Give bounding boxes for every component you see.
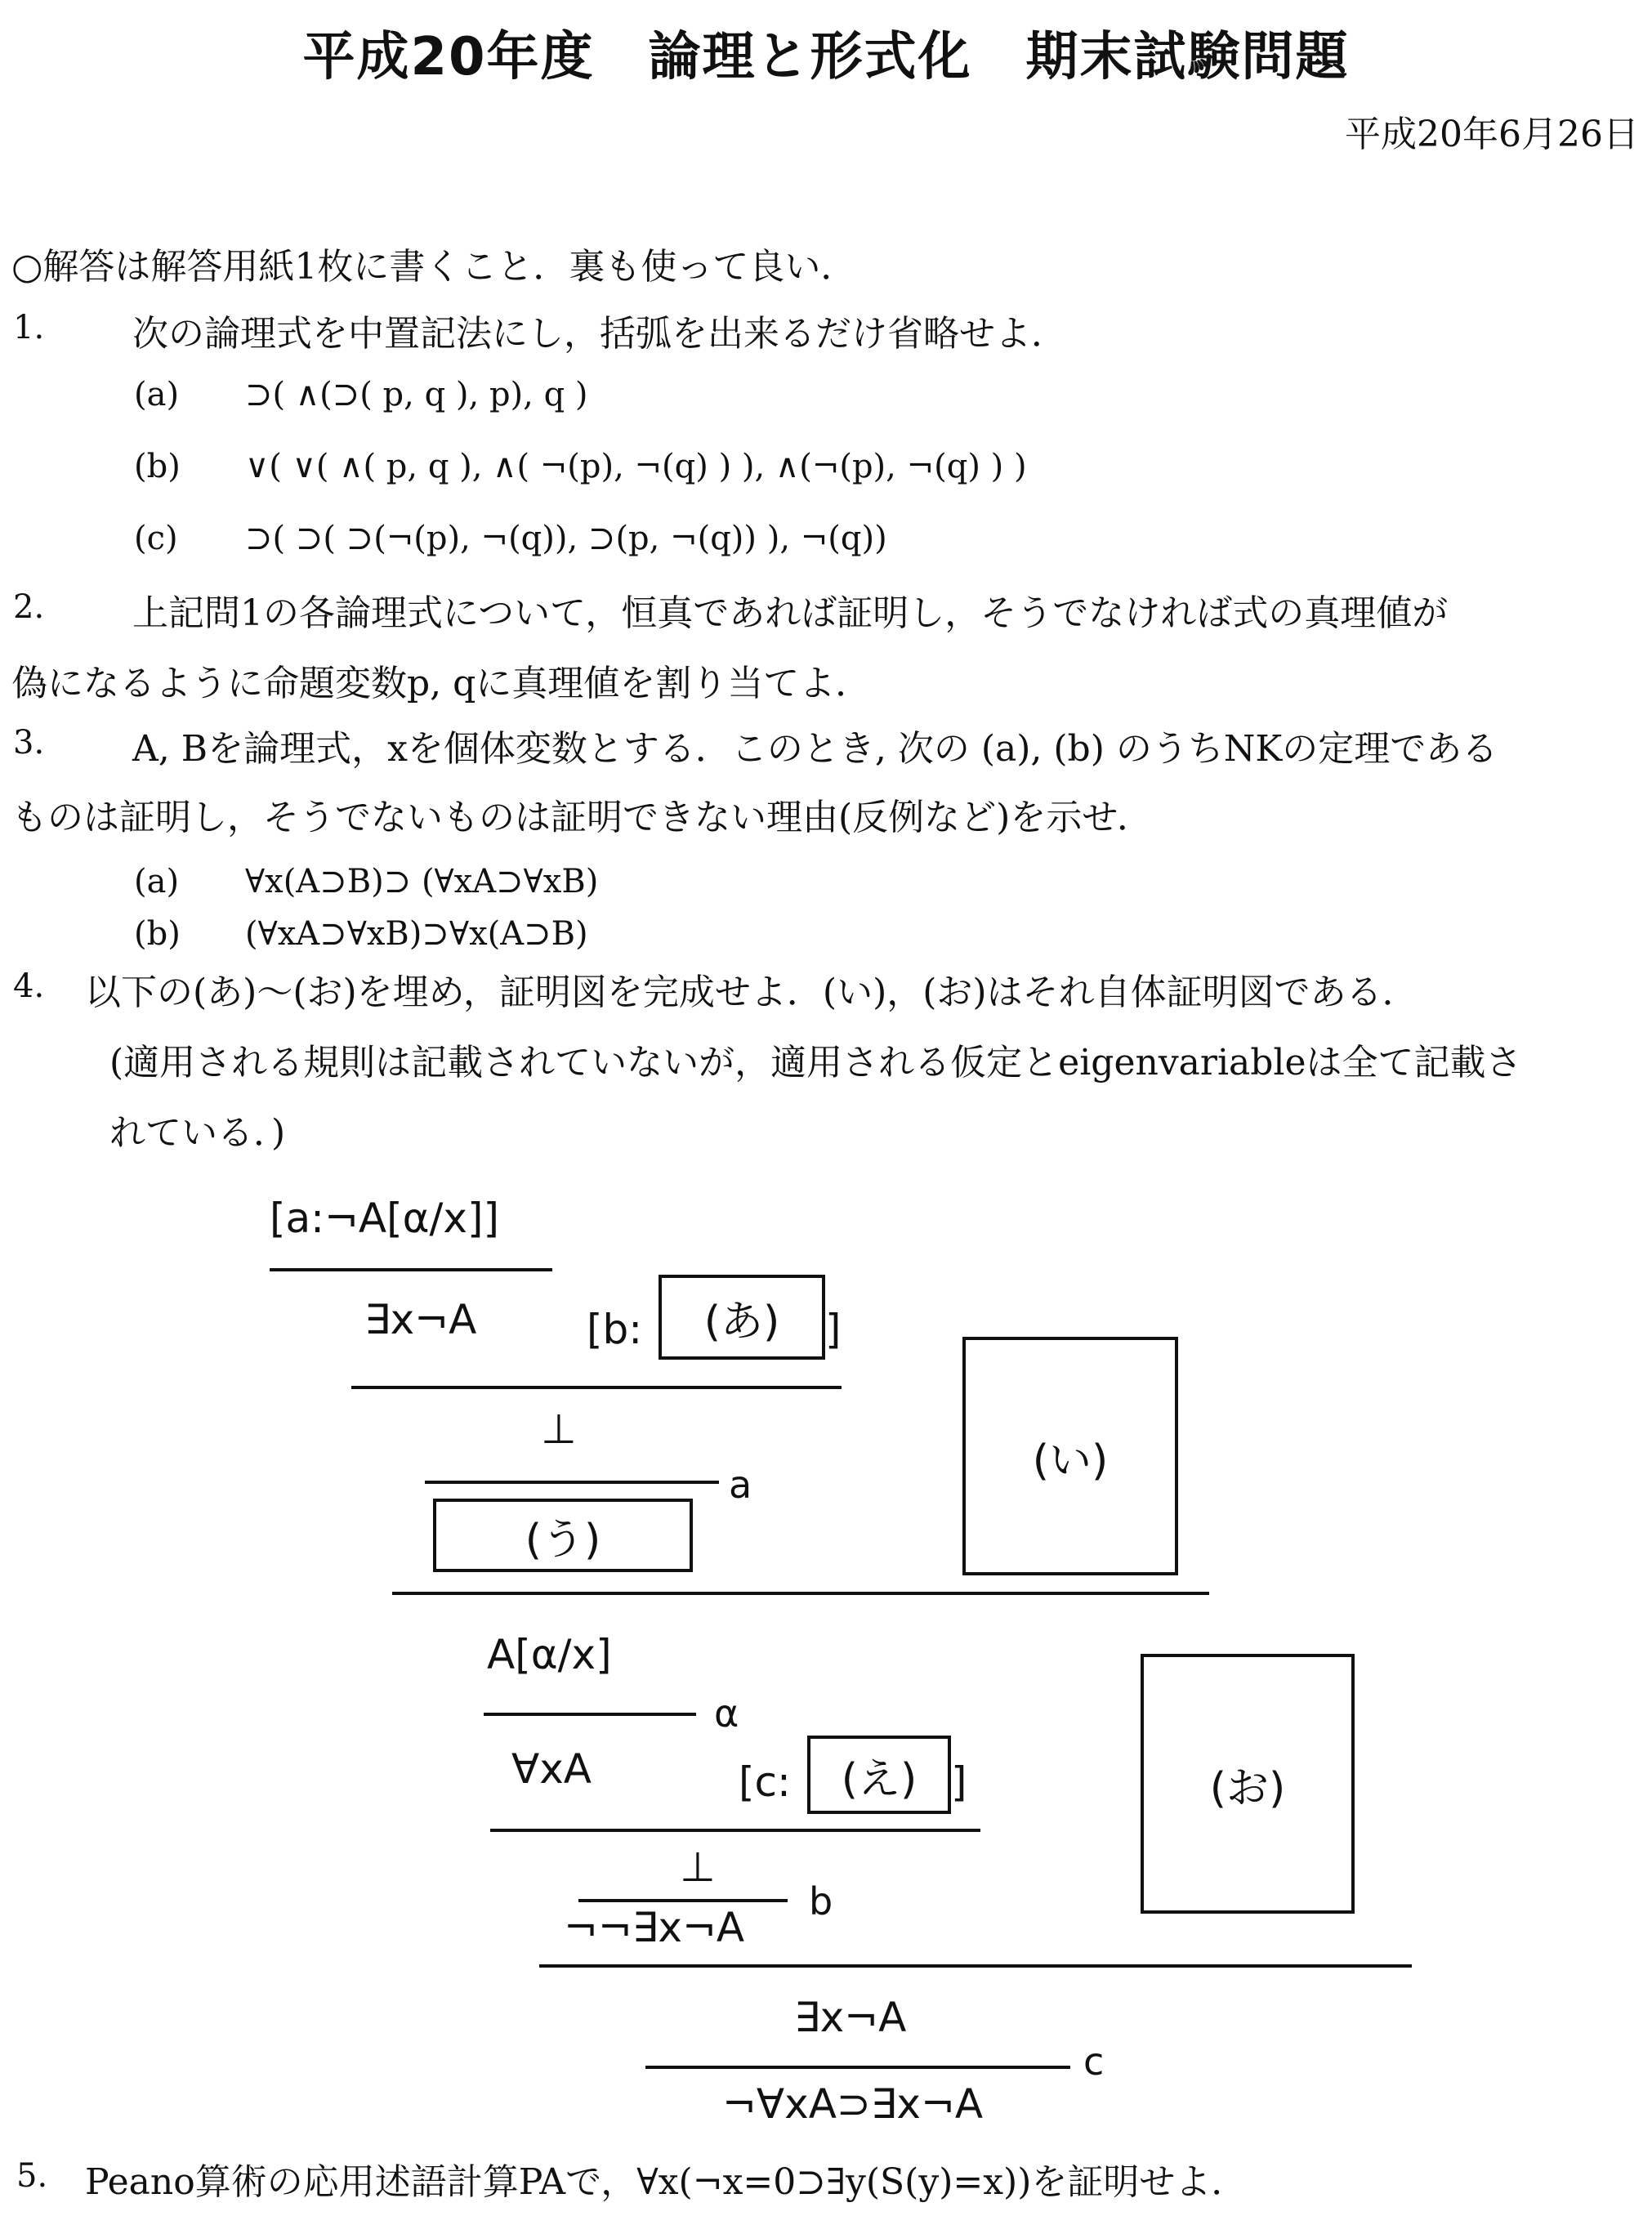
q4-number: 4. [13,967,45,1005]
inference-line [645,2066,1070,2069]
q4-line3: れている．) [109,1112,286,1154]
inference-line [539,1964,1412,1968]
q3-number: 3. [13,724,45,762]
q3-line2: ものは証明し，そうでないものは証明できない理由(反例など)を示せ． [11,797,1154,838]
eigenvariable-label: α [714,1691,739,1736]
q3b-label: (b) [134,915,181,953]
blank-box-i[interactable]: (い) [962,1337,1178,1575]
q1c-label: (c) [134,520,178,557]
inference-line [392,1592,1209,1595]
blank-box-o[interactable]: (お) [1141,1654,1355,1914]
assumption-c-close: ] [951,1758,967,1806]
q2-line2: 偽になるように命題変数p, qに真理値を割り当てよ． [11,663,872,704]
bottom-symbol: ⊥ [541,1405,577,1453]
q1c-formula: ⊃( ⊃( ⊃(¬(p), ¬(q)), ⊃(p, ¬(q)) ), ¬(q)) [245,520,887,557]
exists-not-a-formula: ∃x¬A [364,1296,477,1343]
a-alpha-formula: A[α/x] [487,1631,612,1678]
q2-number: 2. [13,588,45,626]
q4-line2: (適用される規則は記載されていないが，適用される仮定とeigenvariableは全て記載さ [109,1042,1522,1083]
bottom-symbol: ⊥ [680,1843,716,1891]
blank-box-a[interactable]: (あ) [659,1275,825,1360]
q5-text: Peano算術の応用述語計算PAで，∀x(¬x=0⊃∃y(S(y)=x))を証明せよ． [85,2161,1248,2203]
inference-line [351,1386,842,1389]
conclusion-formula: ¬∀xA⊃∃x¬A [722,2080,984,2128]
blank-box-e[interactable]: (え) [807,1736,951,1814]
q1a-formula: ⊃( ∧(⊃( p, q ), p), q ) [245,376,588,413]
q3b-formula: (∀xA⊃∀xB)⊃∀x(A⊃B) [245,915,588,953]
q3a-label: (a) [134,863,180,900]
exists-not-a-formula: ∃x¬A [794,1994,907,2041]
inference-line [270,1268,552,1271]
assumption-c-open: [c: [739,1758,791,1806]
assumption-b-close: ] [825,1306,842,1353]
assumption-b-open: [b: [587,1306,643,1353]
discharge-label-c: c [1083,2040,1105,2084]
q2-line1: 上記問1の各論理式について，恒真であれば証明し，そうでなければ式の真理値が [132,592,1449,634]
inference-line [490,1829,980,1832]
q1b-label: (b) [134,448,181,485]
discharge-label-a: a [729,1463,752,1507]
q3a-formula: ∀x(A⊃B)⊃ (∀xA⊃∀xB) [245,863,599,900]
q1-text: 次の論理式を中置記法にし，括弧を出来るだけ省略せよ． [132,313,1067,355]
q1a-label: (a) [134,376,180,413]
q3-line1: A, Bを論理式，xを個体変数とする．このとき, 次の (a), (b) のうちNKの定理である [132,728,1498,770]
inference-line [578,1899,788,1902]
q1b-formula: ∨( ∨( ∧( p, q ), ∧( ¬(p), ¬(q) ) ), ∧(¬(p), ¬(q) ) ) [245,448,1027,485]
inference-line [484,1713,696,1716]
blank-box-u[interactable]: (う) [433,1499,693,1572]
assumption-a: [a:¬A[α/x]] [270,1195,500,1242]
q5-number: 5. [16,2157,48,2195]
inference-line [425,1481,719,1484]
forall-a-formula: ∀xA [511,1745,592,1793]
exam-date: 平成20年6月26日 [1345,114,1639,155]
discharge-label-b: b [809,1879,833,1923]
q1-number: 1. [13,309,45,346]
intro-note: ○解答は解答用紙1枚に書くこと．裏も使って良い． [11,246,857,288]
q4-line1: 以下の(あ)〜(お)を埋め，証明図を完成せよ．(い)，(お)はそれ自体証明図である． [85,972,1418,1013]
not-not-exists-formula: ¬¬∃x¬A [564,1904,745,1951]
exam-title: 平成20年度 論理と形式化 期末試験問題 [302,27,1350,87]
